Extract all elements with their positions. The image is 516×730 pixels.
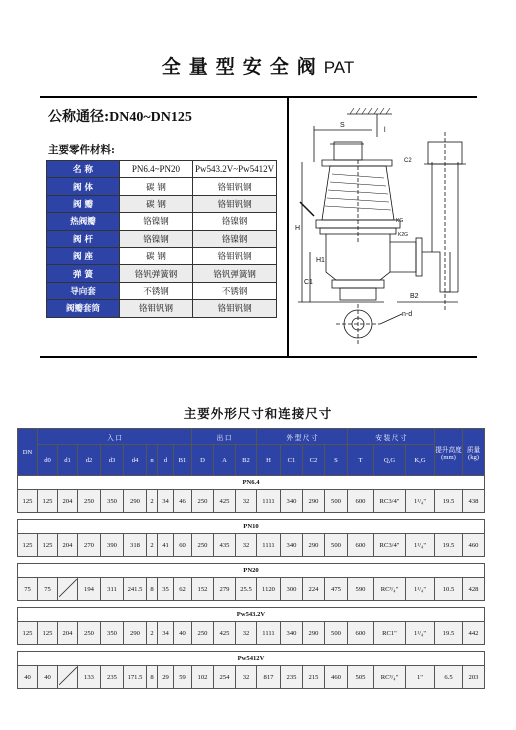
table-cell: 600 (348, 534, 374, 557)
section-label: PN20 (18, 564, 485, 578)
spacer-row (18, 601, 485, 608)
table-cell: 235 (101, 666, 124, 689)
table-cell: 41 (158, 534, 174, 557)
table-cell: 215 (303, 666, 325, 689)
table-cell: 2 (147, 534, 158, 557)
material-value: 铬钼钒钢 (193, 178, 277, 195)
dim-label-h1: H1 (316, 257, 325, 264)
table-cell: 2 (147, 490, 158, 513)
materials-header-row (47, 161, 277, 178)
table-cell: 2 (147, 622, 158, 645)
material-value: 碳 钢 (120, 247, 193, 264)
material-value: 铬钼钒钢 (120, 300, 193, 317)
part-name: 导向套 (47, 282, 120, 299)
table-cell: 29 (158, 666, 174, 689)
table-cell: 460 (325, 666, 348, 689)
col-header: T (348, 445, 374, 476)
material-value: 不锈钢 (193, 282, 277, 299)
section-label: Pw5412V (18, 652, 485, 666)
empty-cell-slash (59, 667, 77, 685)
page-title (0, 52, 516, 79)
group-outer: 外 型 尺 寸 (257, 429, 348, 445)
table-cell: 1" (406, 666, 435, 689)
spacer-row (18, 557, 485, 564)
table-cell: 428 (463, 578, 485, 601)
dims-title: 主要外形尺寸和连接尺寸 (183, 406, 333, 421)
table-cell: 125 (18, 534, 38, 557)
materials-row (47, 247, 277, 264)
table-cell: 250 (78, 622, 101, 645)
table-cell: 1120 (257, 578, 281, 601)
table-cell: 32 (236, 622, 257, 645)
part-name: 热阀瓣 (47, 213, 120, 230)
table-cell: 500 (325, 490, 348, 513)
table-cell: 250 (192, 490, 214, 513)
table-cell: 204 (58, 534, 78, 557)
table-cell: 235 (281, 666, 303, 689)
group-inlet: 入 口 (38, 429, 192, 445)
table-cell: 194 (78, 578, 101, 601)
table-cell: 425 (214, 622, 236, 645)
material-value: 碳 钢 (120, 195, 193, 212)
nominal-diameter (48, 106, 192, 126)
table-cell: 133 (78, 666, 101, 689)
section-row (18, 520, 485, 534)
table-cell: 1¹/₄" (406, 622, 435, 645)
table-cell: 250 (192, 534, 214, 557)
section-row (18, 564, 485, 578)
materials-row (47, 230, 277, 247)
table-cell: RC³/₄" (374, 666, 406, 689)
table-cell: 270 (78, 534, 101, 557)
col-header: Q,G (374, 445, 406, 476)
table-cell: 125 (18, 490, 38, 513)
material-value: 不锈钢 (120, 282, 193, 299)
table-cell: 75 (38, 578, 58, 601)
col-header: C2 (303, 445, 325, 476)
col-header: B2 (236, 445, 257, 476)
table-cell: 1111 (257, 622, 281, 645)
nominal-label: 公称通径: (48, 109, 110, 125)
part-name: 弹 簧 (47, 265, 120, 282)
material-value: 铬镍钢 (193, 213, 277, 230)
table-cell-empty (58, 666, 78, 689)
dimensions-table (17, 428, 485, 695)
table-cell: 425 (214, 490, 236, 513)
table-cell: 19.5 (435, 534, 463, 557)
materials-table (46, 160, 277, 318)
title-latin: PAT (323, 58, 355, 77)
table-cell: 318 (124, 534, 147, 557)
table-cell: 250 (192, 622, 214, 645)
col-header: C1 (281, 445, 303, 476)
table-cell: 8 (147, 666, 158, 689)
col-header: d4 (124, 445, 147, 476)
table-cell: 600 (348, 490, 374, 513)
section-row (18, 476, 485, 490)
table-cell: 25.5 (236, 578, 257, 601)
table-row (18, 490, 485, 513)
material-value: 铬钼钒钢 (193, 247, 277, 264)
table-cell: 19.5 (435, 622, 463, 645)
section-label: PN6.4 (18, 476, 485, 490)
table-cell: 300 (281, 578, 303, 601)
table-row (18, 622, 485, 645)
table-cell: 62 (174, 578, 192, 601)
dim-label-c1: C1 (304, 279, 313, 286)
table-cell: 442 (463, 622, 485, 645)
col-header: n (147, 445, 158, 476)
spacer-cell (18, 513, 485, 520)
dim-label-s: S (340, 122, 345, 129)
table-cell: 350 (101, 490, 124, 513)
col-dn: DN (18, 429, 38, 476)
table-cell: 75 (18, 578, 38, 601)
spec-panel (40, 96, 477, 358)
spacer-cell (18, 601, 485, 608)
table-cell: 290 (303, 490, 325, 513)
section-label: PN10 (18, 520, 485, 534)
table-cell: 340 (281, 622, 303, 645)
table-cell: 311 (101, 578, 124, 601)
col-header: A (214, 445, 236, 476)
materials-header-cell: 名 称 (47, 161, 120, 178)
col-header: S (325, 445, 348, 476)
col-header: d3 (101, 445, 124, 476)
table-cell: 34 (158, 622, 174, 645)
col-header: B1 (174, 445, 192, 476)
spacer-cell (18, 645, 485, 652)
table-cell: 250 (78, 490, 101, 513)
table-cell: 6.5 (435, 666, 463, 689)
col-header: H (257, 445, 281, 476)
materials-row (47, 213, 277, 230)
col-header: d0 (38, 445, 58, 476)
table-cell: 32 (236, 490, 257, 513)
materials-row (47, 282, 277, 299)
table-cell: 290 (303, 534, 325, 557)
table-cell: 152 (192, 578, 214, 601)
spacer-row (18, 645, 485, 652)
dim-label-k2g: K2G (398, 232, 409, 238)
table-cell: 279 (214, 578, 236, 601)
table-cell: 340 (281, 534, 303, 557)
table-cell: 60 (174, 534, 192, 557)
col-header: d1 (58, 445, 78, 476)
table-cell: RC3/4" (374, 534, 406, 557)
part-name: 阀瓣套筒 (47, 300, 120, 317)
col-header: d (158, 445, 174, 476)
dim-label-kg: KG (396, 218, 404, 224)
material-value: 铬镍钢 (193, 230, 277, 247)
table-cell: 40 (38, 666, 58, 689)
title-cjk: 全量型安全阀 (161, 56, 324, 78)
spacer-row (18, 689, 485, 696)
materials-row (47, 195, 277, 212)
table-cell: 40 (174, 622, 192, 645)
table-cell: 34 (158, 490, 174, 513)
table-cell: 241.5 (124, 578, 147, 601)
dim-label-b2: B2 (410, 293, 419, 300)
table-cell: 125 (38, 490, 58, 513)
material-value: 铬钼钒钢 (193, 195, 277, 212)
col-lift: 提升高度(mm) (435, 429, 463, 476)
table-cell: 204 (58, 490, 78, 513)
section-label: Pw543.2V (18, 608, 485, 622)
table-cell: 590 (348, 578, 374, 601)
table-cell: 40 (18, 666, 38, 689)
table-cell: 204 (58, 622, 78, 645)
table-cell: 102 (192, 666, 214, 689)
part-name: 阀 杆 (47, 230, 120, 247)
table-cell: 8 (147, 578, 158, 601)
table-cell: 1¹/₄" (406, 578, 435, 601)
materials-row (47, 178, 277, 195)
table-cell: 438 (463, 490, 485, 513)
col-header: D (192, 445, 214, 476)
part-name: 阀 座 (47, 247, 120, 264)
table-cell: RC1" (374, 622, 406, 645)
table-cell: 290 (303, 622, 325, 645)
section-row (18, 652, 485, 666)
table-cell: 10.5 (435, 578, 463, 601)
table-cell: 254 (214, 666, 236, 689)
panel-divider (287, 98, 289, 356)
table-row (18, 666, 485, 689)
table-cell: 435 (214, 534, 236, 557)
table-cell: 500 (325, 534, 348, 557)
col-weight: 质量(kg) (463, 429, 485, 476)
dim-label-nd: n-d (402, 311, 413, 318)
material-value: 铬镍钢 (120, 230, 193, 247)
material-value: 铬钒弹簧钢 (120, 265, 193, 282)
empty-cell-slash (59, 579, 77, 597)
table-cell: 1111 (257, 534, 281, 557)
part-name: 阀 瓣 (47, 195, 120, 212)
materials-row (47, 265, 277, 282)
nominal-value: DN40~DN125 (109, 110, 192, 125)
table-cell: 125 (38, 534, 58, 557)
table-cell: 224 (303, 578, 325, 601)
table-cell: 460 (463, 534, 485, 557)
section-row (18, 608, 485, 622)
material-value: 碳 钢 (120, 178, 193, 195)
valve-diagram (292, 102, 474, 352)
table-cell: 32 (236, 666, 257, 689)
table-row (18, 534, 485, 557)
table-cell: 350 (101, 622, 124, 645)
table-cell: 171.5 (124, 666, 147, 689)
table-cell: 505 (348, 666, 374, 689)
table-cell: RC3/4" (374, 490, 406, 513)
group-install: 安 装 尺 寸 (348, 429, 435, 445)
spacer-cell (18, 557, 485, 564)
table-cell: 35 (158, 578, 174, 601)
table-cell: 340 (281, 490, 303, 513)
table-cell: 500 (325, 622, 348, 645)
table-cell: 1¹/₄" (406, 490, 435, 513)
dim-label-l: l (384, 127, 386, 134)
table-cell: 125 (38, 622, 58, 645)
table-cell: 1¹/₄" (406, 534, 435, 557)
material-value: 铬钼钒钢 (193, 300, 277, 317)
materials-header-cell: PN6.4~PN20 (120, 161, 193, 178)
dim-label-h: H (295, 225, 301, 232)
table-cell-empty (58, 578, 78, 601)
material-value: 铬钒弹簧钢 (193, 265, 277, 282)
table-cell: 1111 (257, 490, 281, 513)
table-cell: RC³/₄" (374, 578, 406, 601)
table-cell: 19.5 (435, 490, 463, 513)
table-cell: 59 (174, 666, 192, 689)
spacer-row (18, 513, 485, 520)
group-outlet: 出 口 (192, 429, 257, 445)
col-header: d2 (78, 445, 101, 476)
materials-row (47, 300, 277, 317)
material-value: 铬镍钢 (120, 213, 193, 230)
table-cell: 290 (124, 622, 147, 645)
table-cell: 46 (174, 490, 192, 513)
materials-header-cell: Pw543.2V~Pw5412V (193, 161, 277, 178)
table-cell: 290 (124, 490, 147, 513)
table-cell: 817 (257, 666, 281, 689)
table-row (18, 578, 485, 601)
table-cell: 203 (463, 666, 485, 689)
table-cell: 600 (348, 622, 374, 645)
col-header: K,G (406, 445, 435, 476)
materials-label: 主要零件材料: (48, 144, 115, 156)
part-name: 阀 体 (47, 178, 120, 195)
table-cell: 475 (325, 578, 348, 601)
table-cell: 125 (18, 622, 38, 645)
dim-label-c2: C2 (404, 158, 412, 164)
table-cell: 390 (101, 534, 124, 557)
spacer-cell (18, 689, 485, 696)
table-cell: 32 (236, 534, 257, 557)
